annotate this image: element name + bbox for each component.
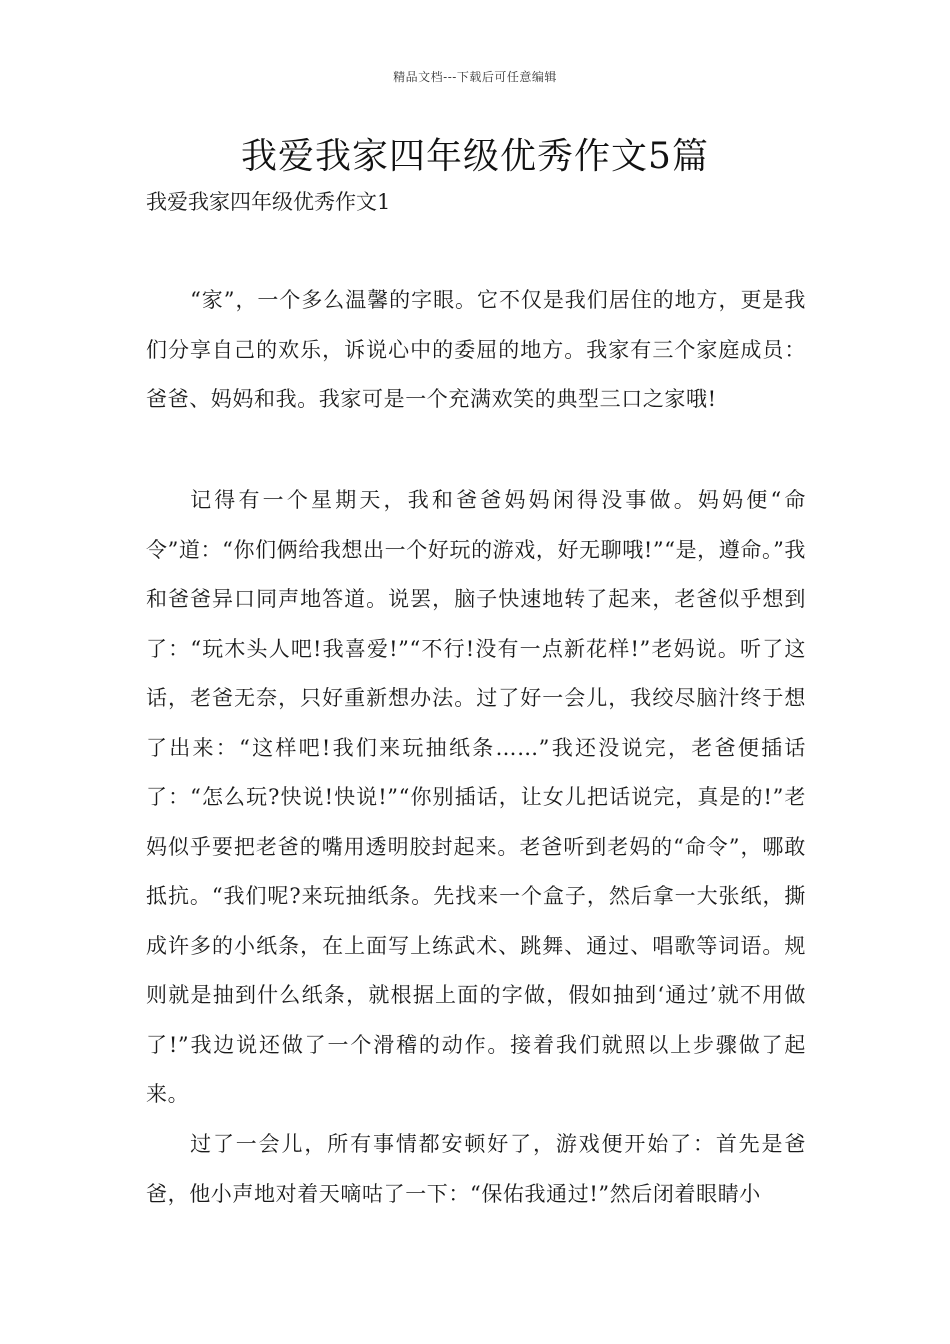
header-watermark: 精品文档---下载后可任意编辑 [393, 70, 557, 84]
section-heading: 我爱我家四年级优秀作文1 [146, 190, 391, 214]
paragraph-1: “家”，一个多么温馨的字眼。它不仅是我们居住的地方，更是我们分享自己的欢乐，诉说心中的委屈的地方。我家有三个家庭成员：爸爸、妈妈和我。我家可是一个充满欢笑的典型三口之家哦! [146, 288, 806, 411]
paragraph-3: 过了一会儿，所有事情都安顿好了，游戏便开始了：首先是爸爸，他小声地对着天嘀咕了一下：“保佑我通过!”然后闭着眼睛小 [146, 1132, 806, 1206]
paragraph-2: 记得有一个星期天，我和爸爸妈妈闲得没事做。妈妈便“命令”道：“你们俩给我想出一个好玩的游戏，好无聊哦!”“是，遵命。”我和爸爸异口同声地答道。说罢，脑子快速地转了起来，老爸似乎想到了：“玩木头人吧!我喜爱!”“不行!没有一点新花样!”老妈说。听了这话，老爸无奈，只好重新想办法。过了好一会儿，我绞尽脑汁终于想了出来：“这样吧!我们来玩抽纸条……”我还没说完，老爸便插话了：“怎么玩?快说!快说!”“你别插话，让女儿把话说完，真是的!”老妈似乎要把老爸的嘴用透明胶封起来。老爸听到老妈的“命令”，哪敢抵抗。“我们呢?来玩抽纸条。先找来一个盒子，然后拿一大张纸，撕成许多的小纸条，在上面写上练武术、跳舞、通过、唱歌等词语。规则就是抽到什么纸条，就根据上面的字做，假如抽到‘通过’就不用做了!”我边说还做了一个滑稽的动作。接着我们就照以上步骤做了起来。 [146, 488, 807, 1106]
document-title: 我爱我家四年级优秀作文5篇 [241, 136, 709, 177]
